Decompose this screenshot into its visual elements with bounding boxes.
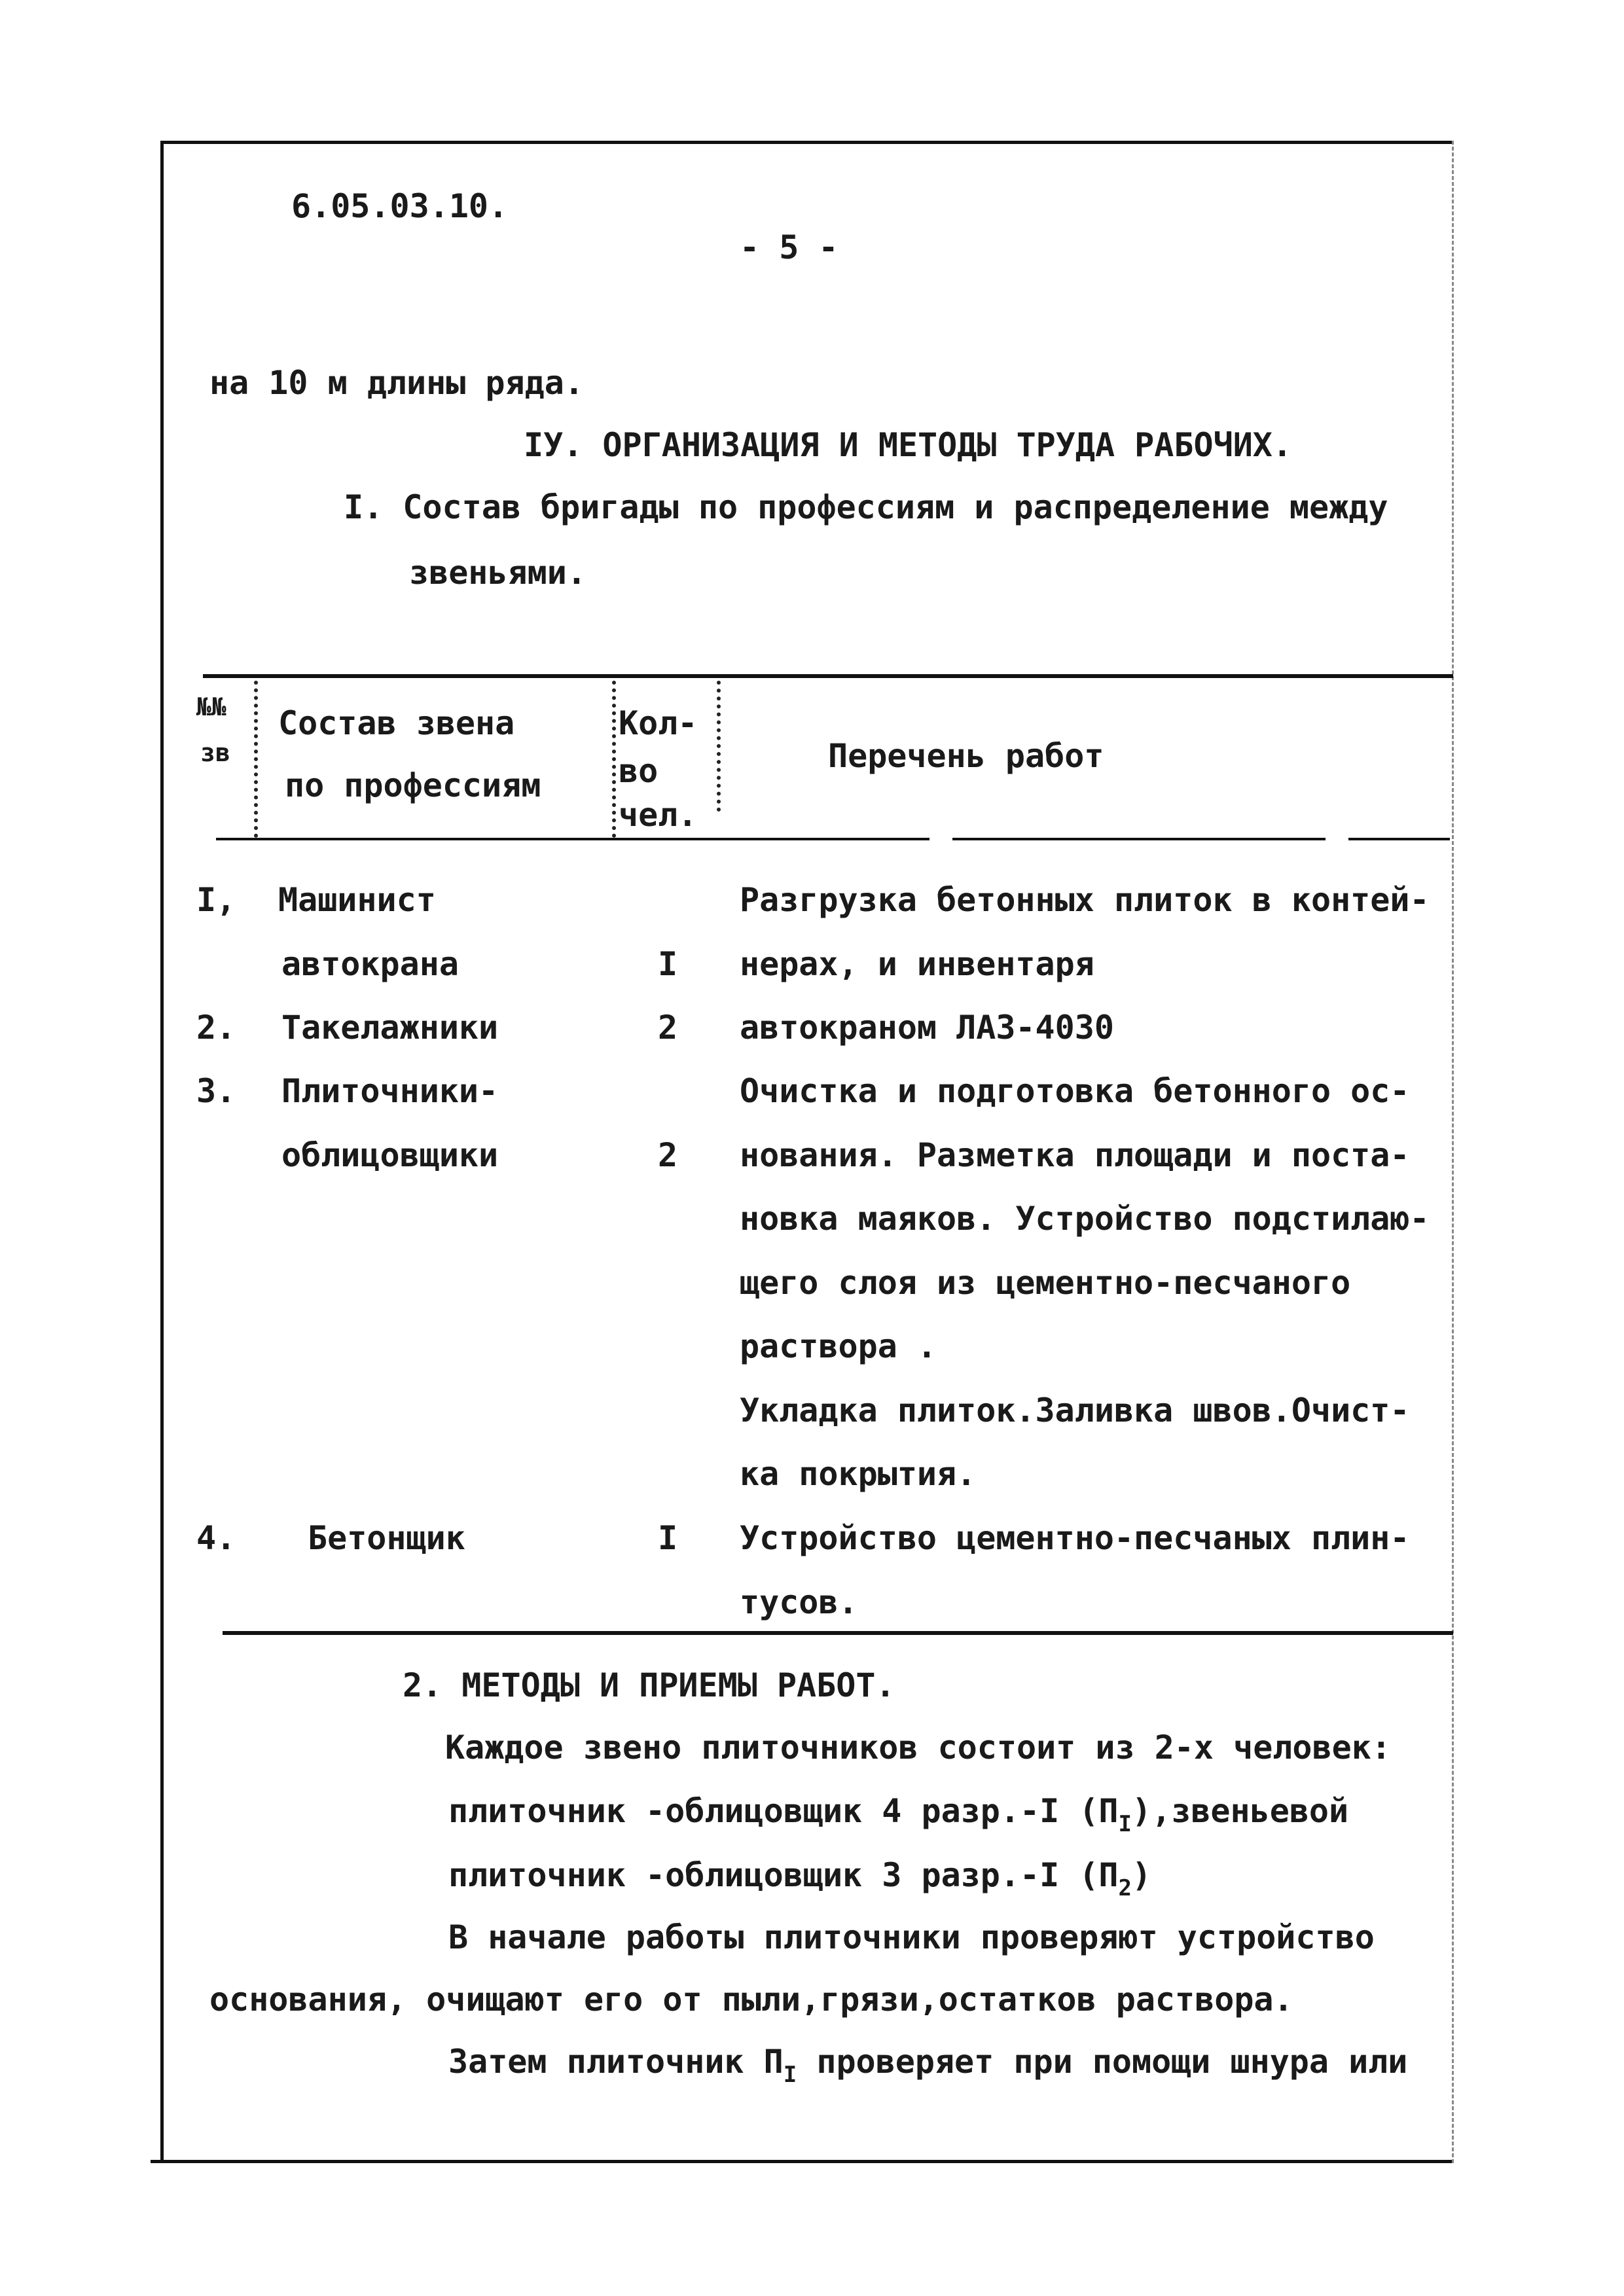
intro-line: на 10 м длины ряда.	[209, 364, 584, 402]
row-profession: облицовщики	[281, 1136, 499, 1174]
row-number: 4.	[196, 1519, 236, 1557]
subsection-1-line-1: I. Состав бригады по профессиям и распределение между	[344, 488, 1388, 526]
header-col-num-1: №№	[196, 692, 226, 721]
row-profession: Машинист	[278, 881, 436, 919]
header-rule-a	[216, 838, 929, 840]
page-frame-right	[1452, 141, 1454, 2163]
row-work: новка маяков. Устройство подстилаю-	[740, 1200, 1430, 1238]
page-frame-bottom	[151, 2160, 1453, 2163]
paragraph-1-line-1: Каждое звено плиточников состоит из 2-х человек:	[445, 1729, 1391, 1767]
row-count: I	[658, 945, 678, 983]
row-work: автокраном ЛАЗ-4030	[740, 1009, 1114, 1047]
row-profession: Плиточники-	[281, 1072, 499, 1110]
subsection-1-line-2: звеньями.	[409, 554, 586, 592]
row-work: нования. Разметка площади и поста-	[740, 1136, 1410, 1174]
header-col-count-3: чел.	[619, 796, 698, 834]
row-work: Очистка и подготовка бетонного ос-	[740, 1072, 1410, 1110]
row-work: Разгрузка бетонных плиток в контей-	[740, 881, 1430, 919]
row-profession: Такелажники	[281, 1009, 499, 1047]
header-divider-3	[717, 681, 721, 812]
header-col-num-2: зв	[200, 738, 230, 767]
page-number: - 5 -	[740, 228, 839, 266]
row-count: I	[658, 1519, 678, 1557]
header-divider-1	[254, 681, 258, 838]
page-frame-left	[160, 141, 164, 2163]
row-count: 2	[658, 1009, 678, 1047]
row-number: 2.	[196, 1009, 236, 1047]
header-col-prof-2: по профессиям	[285, 766, 541, 804]
row-profession: Бетонщик	[308, 1519, 465, 1557]
subsection-2-title: 2. МЕТОДЫ И ПРИЕМЫ РАБОТ.	[403, 1666, 895, 1704]
row-work: раствора .	[740, 1327, 937, 1365]
row-work: Устройство цементно-песчаных плин-	[740, 1519, 1410, 1557]
row-work: щего слоя из цементно-песчаного	[740, 1264, 1351, 1302]
header-col-count-1: Кол-	[619, 704, 698, 742]
row-work: нерах, и инвентаря	[740, 945, 1094, 983]
header-divider-2	[612, 681, 616, 838]
row-number: 3.	[196, 1072, 236, 1110]
document-code: 6.05.03.10.	[291, 187, 509, 225]
header-rule-c	[1348, 838, 1450, 840]
row-work: ка покрытия.	[740, 1455, 977, 1493]
paragraph-3-line-1: Затем плиточник $П_I$ проверяет при помощи шнура или	[448, 2043, 1408, 2088]
header-col-works: Перечень работ	[828, 737, 1104, 775]
paragraph-1-line-3: плиточник -облицовщик 3 разр.-I $(П_2)$	[448, 1856, 1152, 1901]
header-rule-b	[952, 838, 1326, 840]
page-frame-top	[160, 141, 1453, 144]
table-bottom-rule	[223, 1631, 1453, 1635]
section-title: IУ. ОРГАНИЗАЦИЯ И МЕТОДЫ ТРУДА РАБОЧИХ.	[524, 426, 1292, 464]
paragraph-1-line-2: плиточник -облицовщик 4 разр.-I $(П_I),звеньевой$	[448, 1792, 1349, 1837]
row-number: I,	[196, 881, 236, 919]
paragraph-2-line-1: В начале работы плиточники проверяют устройство	[448, 1918, 1375, 1956]
row-work: Укладка плиток.Заливка швов.Очист-	[740, 1391, 1410, 1429]
header-col-count-2: во	[619, 752, 659, 790]
row-count: 2	[658, 1136, 678, 1174]
row-profession: автокрана	[281, 945, 459, 983]
paragraph-2-line-2: основания, очищают его от пыли,грязи,остатков раствора.	[209, 1981, 1293, 2018]
table-top-rule	[203, 674, 1453, 678]
header-col-prof-1: Состав звена	[278, 704, 515, 742]
row-work: тусов.	[740, 1583, 858, 1621]
